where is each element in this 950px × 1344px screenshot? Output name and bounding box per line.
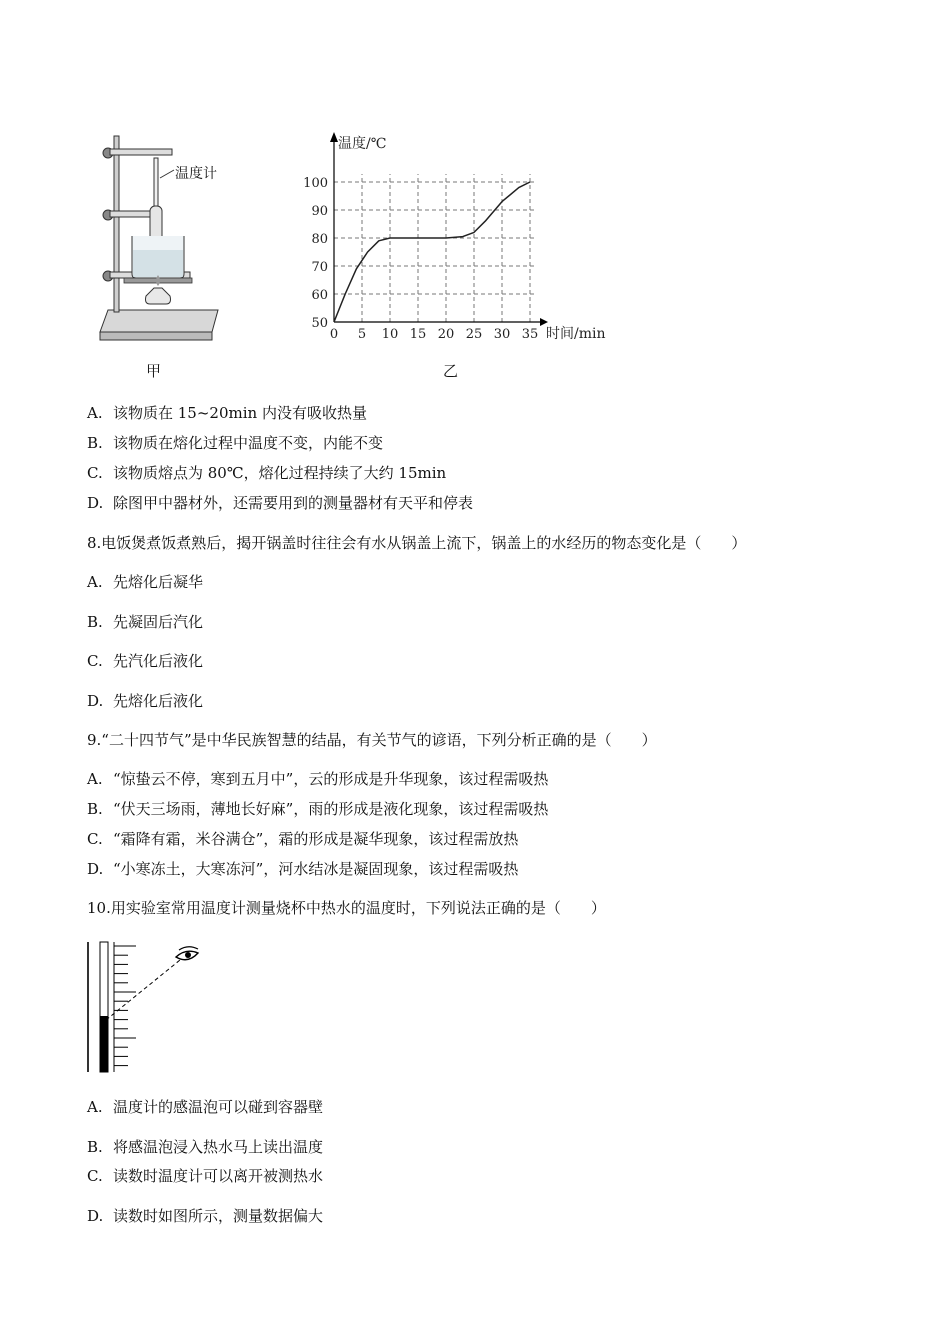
y-tick-label: 100 [303, 176, 328, 191]
q7-option-b[interactable] [87, 434, 383, 452]
q10-option-d[interactable] [87, 1207, 323, 1225]
option-letter: C. [87, 652, 103, 670]
q9-option-a[interactable] [87, 770, 548, 788]
x-tick-label: 0 [329, 327, 339, 342]
x-tick-label: 25 [465, 327, 483, 342]
x-tick-label: 5 [357, 327, 367, 342]
y-axis-label: 温度/℃ [338, 136, 387, 152]
option-letter: D. [87, 1207, 104, 1225]
option-text: 温度计的感温泡可以碰到容器壁 [113, 1098, 324, 1116]
y-tick-label: 80 [311, 232, 328, 247]
option-text: 读数时温度计可以离开被测热水 [113, 1167, 324, 1185]
q9-option-c[interactable] [87, 830, 518, 848]
q10-option-c[interactable] [87, 1167, 323, 1185]
thermometer-label: 温度计 [175, 166, 217, 182]
y-axis-arrow [330, 132, 338, 142]
y-tick-label: 90 [311, 204, 328, 219]
q8-option-c[interactable] [87, 652, 203, 670]
option-letter: A. [87, 404, 103, 422]
x-axis-arrow [540, 318, 548, 326]
x-axis-label: 时间/min [546, 326, 606, 342]
q7-option-c[interactable] [87, 464, 446, 482]
option-letter: A. [87, 573, 103, 591]
x-tick-label: 30 [493, 327, 511, 342]
temperature-time-chart [300, 126, 630, 352]
option-letter: C. [87, 830, 103, 848]
option-text: 读数时如图所示，测量数据偏大 [113, 1207, 324, 1225]
option-text: 先凝固后汽化 [113, 613, 204, 631]
option-text: 将感温泡浸入热水马上读出温度 [113, 1138, 324, 1156]
q9-option-b[interactable] [87, 800, 548, 818]
y-tick-label: 60 [311, 288, 328, 303]
option-letter: A. [87, 770, 103, 788]
option-letter: D. [87, 494, 104, 512]
q10-option-b[interactable] [87, 1138, 323, 1156]
option-letter: A. [87, 1098, 103, 1116]
option-text: 除图甲中器材外，还需要用到的测量器材有天平和停表 [113, 494, 474, 512]
figure-jia-caption: 甲 [146, 362, 162, 380]
q8-option-d[interactable] [87, 692, 203, 710]
eye-icon [176, 947, 198, 960]
option-text: “伏天三场雨，薄地长好麻”，雨的形成是液化现象，该过程需吸热 [113, 800, 549, 818]
option-text: “小寒冻土，大寒冻河”，河水结冰是凝固现象，该过程需吸热 [113, 860, 519, 878]
temperature-curve [334, 182, 530, 322]
option-letter: D. [87, 692, 104, 710]
option-text: 该物质在熔化过程中温度不变，内能不变 [113, 434, 384, 452]
option-text: 先熔化后液化 [113, 692, 204, 710]
option-letter: B. [87, 613, 103, 631]
option-letter: B. [87, 1138, 103, 1156]
apparatus-figure [90, 128, 230, 350]
option-letter: B. [87, 434, 103, 452]
q9-option-d[interactable] [87, 860, 518, 878]
thermometer-reading-figure [84, 940, 214, 1074]
q7-option-a[interactable] [87, 404, 367, 422]
q10-stem: 10.用实验室常用温度计测量烧杯中热水的温度时，下列说法正确的是（ ） [87, 899, 606, 917]
q9-stem: 9.“二十四节气”是中华民族智慧的结晶，有关节气的谚语，下列分析正确的是（ ） [87, 731, 657, 749]
figure-yi-caption: 乙 [443, 362, 459, 380]
option-letter: C. [87, 464, 103, 482]
q10-option-a[interactable] [87, 1098, 323, 1116]
q7-option-d[interactable] [87, 494, 473, 512]
option-text: “霜降有霜，米谷满仓”，霜的形成是凝华现象，该过程需放热 [113, 830, 519, 848]
y-tick-label: 70 [311, 260, 328, 275]
option-letter: B. [87, 800, 103, 818]
option-text: 该物质熔点为 80℃，熔化过程持续了大约 15min [113, 464, 447, 482]
option-text: “惊蛰云不停，寒到五月中”，云的形成是升华现象，该过程需吸热 [113, 770, 549, 788]
x-tick-label: 15 [409, 327, 427, 342]
option-text: 先汽化后液化 [113, 652, 204, 670]
y-tick-label: 50 [311, 316, 328, 331]
option-text: 该物质在 15~20min 内没有吸收热量 [113, 404, 367, 422]
x-tick-label: 35 [521, 327, 539, 342]
x-tick-label: 10 [381, 327, 399, 342]
option-letter: C. [87, 1167, 103, 1185]
x-tick-label: 20 [437, 327, 455, 342]
option-letter: D. [87, 860, 104, 878]
option-text: 先熔化后凝华 [113, 573, 204, 591]
q8-stem: 8.电饭煲煮饭煮熟后，揭开锅盖时往往会有水从锅盖上流下，锅盖上的水经历的物态变化是（ ） [87, 534, 747, 552]
q8-option-b[interactable] [87, 613, 203, 631]
q8-option-a[interactable] [87, 573, 203, 591]
